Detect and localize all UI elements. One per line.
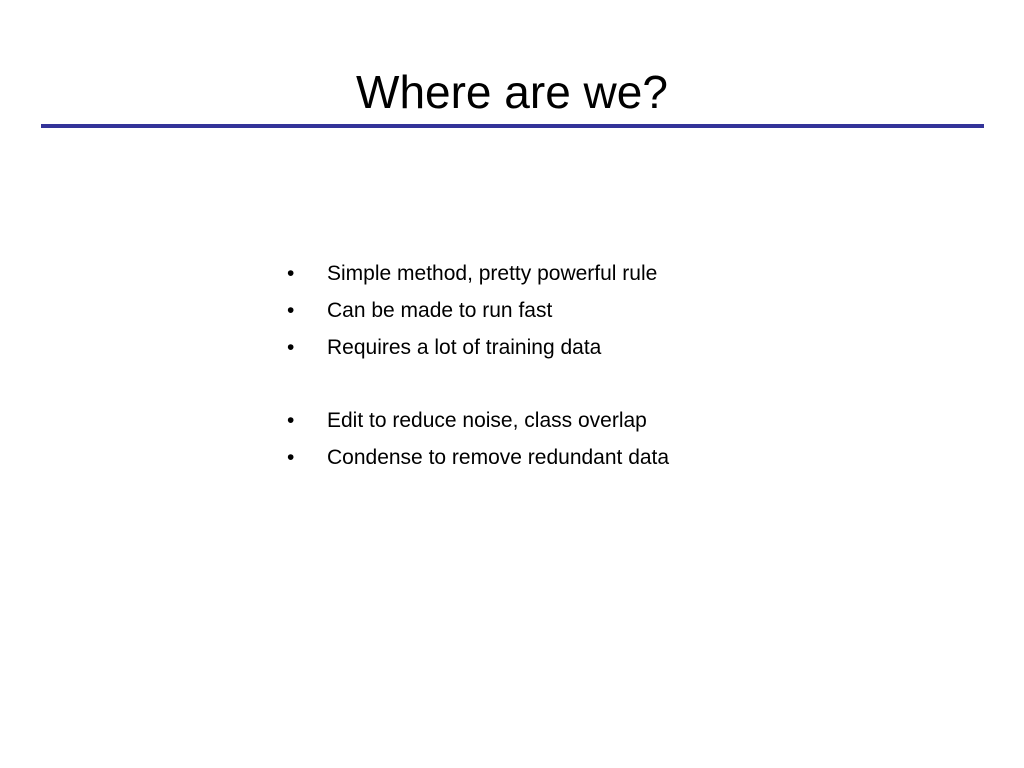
bullet-text: Simple method, pretty powerful rule: [327, 262, 658, 285]
bullet-dot-icon: •: [287, 446, 295, 469]
title-underline: [41, 124, 984, 128]
bullet-text: Can be made to run fast: [327, 299, 553, 322]
bullet-text: Requires a lot of training data: [327, 336, 602, 359]
bullet-dot-icon: •: [287, 299, 295, 322]
bullet-text: Condense to remove redundant data: [327, 446, 670, 469]
bullet-dot-icon: •: [287, 336, 295, 359]
bullet-dot-icon: •: [287, 409, 295, 432]
slide-title: Where are we?: [356, 66, 668, 118]
bullet-text: Edit to reduce noise, class overlap: [327, 409, 647, 432]
bullet-dot-icon: •: [287, 262, 295, 285]
